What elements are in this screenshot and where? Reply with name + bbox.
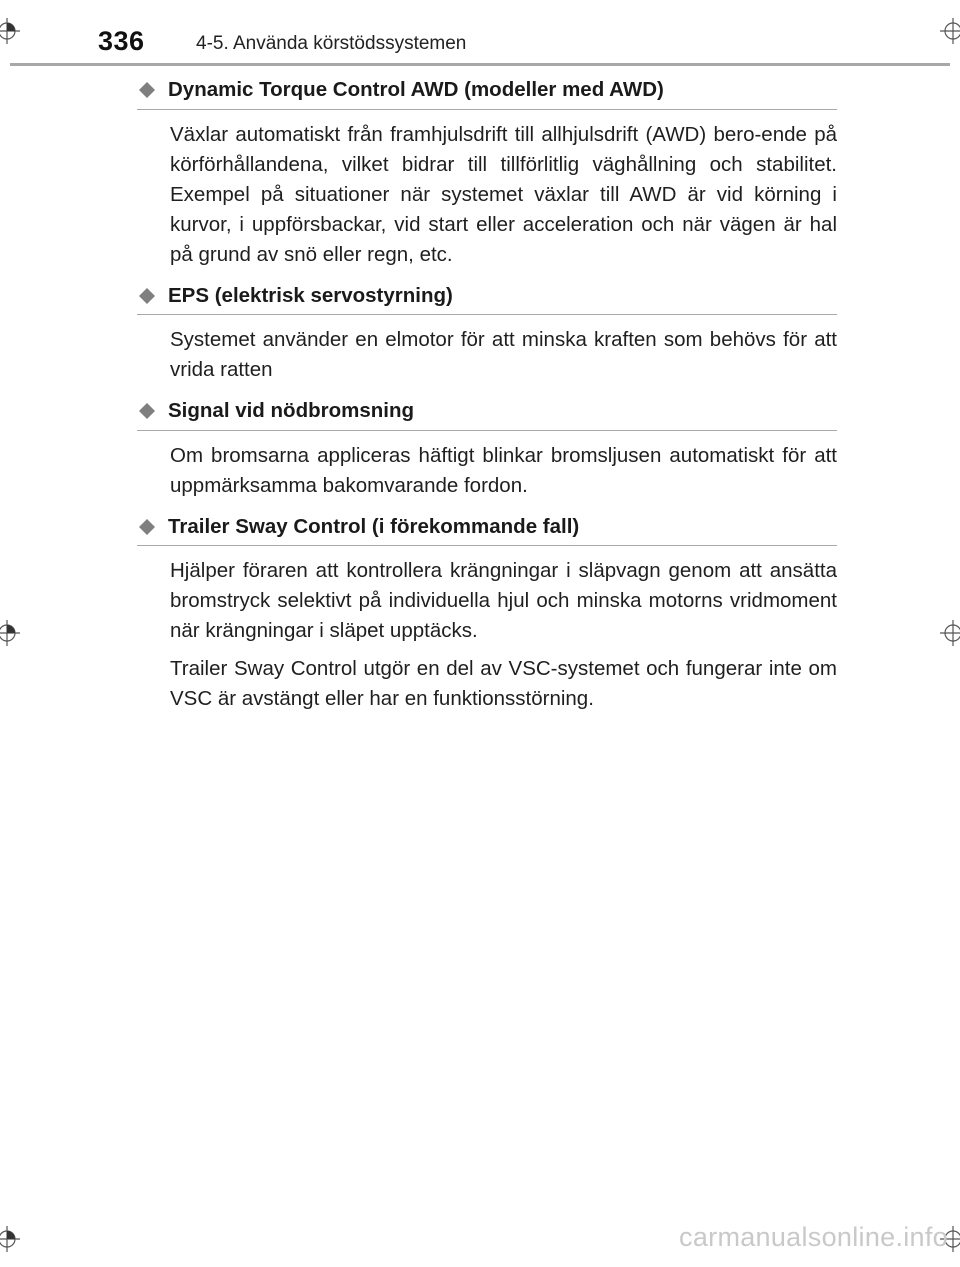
section-heading xyxy=(137,509,837,547)
section-paragraph: Växlar automatiskt från framhjulsdrift till allhjulsdrift (AWD) bero-ende på körförhållandena, vilket bidrar till tillförlitlig väghållning och stabilitet. Exempel på situationer när systemet växlar till AWD är vid körning i kurvor, i uppförsbackar, vid start eller acceleration och när vägen är hal på grund av snö eller regn, etc. xyxy=(170,122,837,266)
crop-mark-icon xyxy=(0,620,20,646)
diamond-icon xyxy=(139,82,155,98)
page-number: 336 xyxy=(98,26,145,56)
diamond-icon xyxy=(139,519,155,535)
section-paragraph: Hjälper föraren att kontrollera krängningar i släpvagn genom att ansätta bromstryck selektivt på individuella hjul och minska motorns vridmoment när krängningar i släpet upptäcks. xyxy=(170,559,837,643)
section-title: EPS (elektrisk servostyrning) xyxy=(168,283,453,307)
section-eps xyxy=(137,278,837,386)
section-title: Dynamic Torque Control AWD (modeller med AWD) xyxy=(168,78,664,101)
section-title: Trailer Sway Control (i förekommande fall) xyxy=(168,514,580,538)
section-trailer-sway-control xyxy=(137,509,837,715)
chapter-title: 4-5. Använda körstödssystemen xyxy=(196,33,467,54)
crop-mark-icon xyxy=(940,620,960,646)
section-dynamic-torque-control xyxy=(137,72,837,270)
section-heading xyxy=(137,72,837,110)
crop-mark-icon xyxy=(940,18,960,44)
section-heading xyxy=(137,393,837,431)
section-heading xyxy=(137,278,837,316)
diamond-icon xyxy=(139,288,155,304)
section-title: Signal vid nödbromsning xyxy=(168,399,414,423)
header-divider xyxy=(10,63,950,66)
diamond-icon xyxy=(139,403,155,419)
section-paragraph: Systemet använder en elmotor för att minska kraften som behövs för att vrida ratten xyxy=(170,328,837,382)
crop-mark-icon xyxy=(0,1226,20,1252)
crop-mark-icon xyxy=(0,18,20,44)
section-paragraph: Trailer Sway Control utgör en del av VSC-systemet och fungerar inte om VSC är avstängt eller har en funktionsstörning. xyxy=(170,657,837,711)
section-paragraph: Om bromsarna appliceras häftigt blinkar bromsljusen automatiskt för att uppmärksamma bakomvarande fordon. xyxy=(170,443,837,497)
watermark: carmanualsonline.info xyxy=(679,1222,948,1252)
section-emergency-brake-signal xyxy=(137,393,837,501)
main-content xyxy=(137,72,837,722)
